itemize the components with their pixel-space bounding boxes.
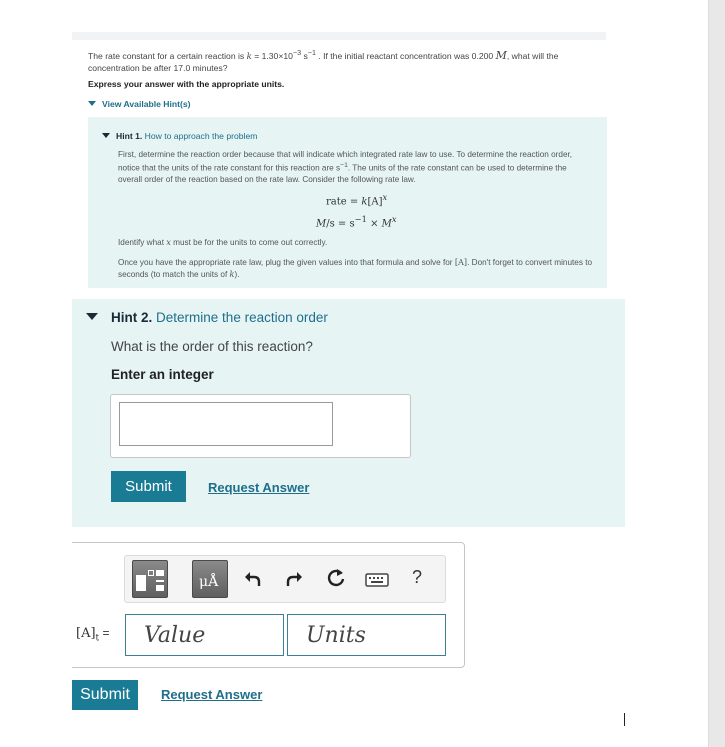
- triangle-down-icon: [88, 101, 96, 106]
- templates-icon[interactable]: [132, 560, 168, 598]
- math-toolbar: [124, 555, 446, 603]
- hint-2-request-answer-link[interactable]: Request Answer: [208, 480, 310, 495]
- hint-1-panel: [88, 117, 607, 288]
- scrollbar[interactable]: [708, 0, 725, 747]
- hint-2-instruction: Enter an integer: [111, 367, 214, 382]
- hint-2-panel: [72, 299, 625, 527]
- hint-2-header[interactable]: Hint 2. Determine the reaction order: [86, 310, 328, 325]
- view-hints-toggle[interactable]: View Available Hint(s): [88, 99, 191, 109]
- triangle-down-icon: [86, 313, 98, 320]
- hint-1-paragraph: First, determine the reaction order because that will indicate which integrated rate law to use. To determine the reaction order, notice that the units of the rate constant for this reaction are $s^{-1}$. The units of the rate constant can be used to determine the overall order of the reaction based on the rate law. Consider the following rate law.: [118, 150, 573, 184]
- undo-icon[interactable]: [242, 566, 264, 590]
- hint-2-submit-button[interactable]: Submit: [111, 471, 186, 502]
- submit-button[interactable]: Submit: [72, 680, 138, 710]
- integer-answer-box: [110, 394, 411, 458]
- request-answer-link[interactable]: Request Answer: [161, 687, 263, 702]
- value-input[interactable]: [125, 614, 284, 656]
- answer-label: $[A]_t$ =: [76, 626, 110, 644]
- hint-1-paragraph-2: Identify what x must be for the units to come out correctly.: [118, 237, 328, 247]
- units-equation: $M/s = s^{-1} \times M^x$: [316, 214, 397, 230]
- keyboard-icon[interactable]: [365, 568, 389, 592]
- help-icon[interactable]: ?: [412, 567, 423, 587]
- text-cursor: [624, 713, 625, 726]
- units-icon[interactable]: μÅ: [192, 560, 228, 598]
- rate-law-equation: rate = $k[A]^x$: [326, 192, 388, 208]
- hint-1-header[interactable]: Hint 1. How to approach the problem: [102, 131, 257, 141]
- redo-icon[interactable]: [283, 566, 305, 590]
- integer-input[interactable]: [119, 402, 333, 446]
- units-input[interactable]: [287, 614, 446, 656]
- triangle-down-icon: [102, 133, 110, 138]
- hint-1-paragraph-3: Once you have the appropriate rate law, plug the given values into that formula and solve for [A]. Don't forget to convert minutes to seconds (to match the units of k).: [118, 257, 593, 279]
- hint-2-question: What is the order of this reaction?: [111, 339, 313, 354]
- top-strip: [72, 32, 606, 40]
- instructions: Express your answer with the appropriate units.: [88, 79, 285, 89]
- question-text: The rate constant for a certain reaction is $k = 1.30\times 10^{-3}$ $s^{-1}$ . If the initial reactant concentration was 0.200 M, what will the concentration be after 17.0 minutes?: [88, 48, 559, 74]
- reset-icon[interactable]: [325, 566, 347, 590]
